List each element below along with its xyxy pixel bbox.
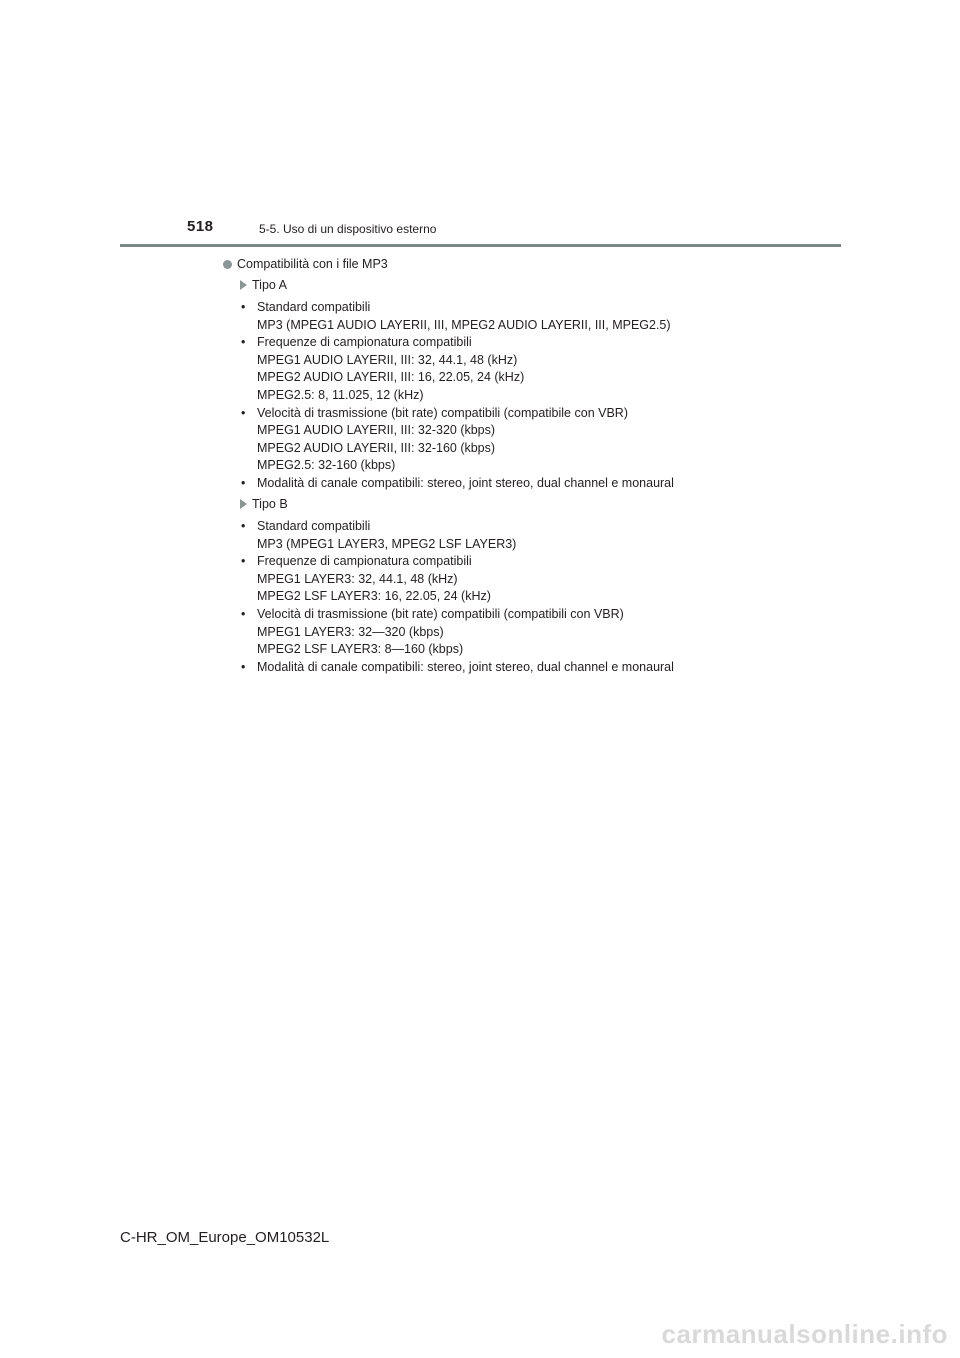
watermark: carmanualsonline.info [661, 1319, 948, 1349]
list-item-detail: MPEG1 LAYER3: 32—320 (kbps) [257, 624, 444, 639]
list-item-detail: MPEG2 LSF LAYER3: 8—160 (kbps) [257, 642, 464, 657]
list-item [241, 659, 674, 677]
main-heading-text: Compatibilità con i file MP3 [237, 257, 388, 271]
type-a-list [241, 299, 674, 493]
type-b-label: Tipo B [252, 497, 288, 511]
triangle-right-icon [240, 280, 247, 290]
type-b-list [241, 518, 674, 676]
list-item-title: Standard compatibili [257, 519, 371, 533]
list-item-title: Modalità di canale compatibili: stereo, joint stereo, dual channel e monaural [257, 659, 674, 674]
main-heading [223, 257, 388, 271]
section-title: 5-5. Uso di un dispositivo esterno [259, 222, 437, 236]
type-a-heading [240, 278, 287, 292]
type-b-heading [240, 497, 288, 511]
list-item-detail: MPEG2.5: 8, 11.025, 12 (kHz) [257, 387, 424, 402]
list-item-detail: MPEG2 AUDIO LAYERII, III: 16, 22.05, 24 (kHz) [257, 370, 525, 385]
list-item-detail: MPEG2.5: 32-160 (kbps) [257, 458, 396, 473]
list-item [241, 405, 674, 423]
list-item [241, 334, 674, 352]
circle-bullet-icon [223, 260, 232, 269]
bullet-dot: • [241, 659, 246, 674]
list-item-title: Velocità di trasmissione (bit rate) compatibili (compatibili con VBR) [257, 606, 624, 621]
bullet-dot: • [241, 335, 246, 350]
bullet-dot: • [241, 405, 246, 420]
document-code: C-HR_OM_Europe_OM10532L [120, 1229, 330, 1246]
bullet-dot: • [241, 606, 246, 621]
triangle-right-icon [240, 499, 247, 509]
list-item-detail: MPEG1 LAYER3: 32, 44.1, 48 (kHz) [257, 571, 458, 586]
type-a-label: Tipo A [252, 278, 287, 292]
list-item-detail: MP3 (MPEG1 AUDIO LAYERII, III, MPEG2 AUDIO LAYERII, III, MPEG2.5) [257, 317, 671, 332]
list-item-detail: MPEG1 AUDIO LAYERII, III: 32, 44.1, 48 (kHz) [257, 352, 518, 367]
list-item [241, 606, 674, 624]
list-item-detail: MP3 (MPEG1 LAYER3, MPEG2 LSF LAYER3) [257, 536, 517, 551]
list-item-detail: MPEG1 AUDIO LAYERII, III: 32-320 (kbps) [257, 423, 496, 438]
header-divider [120, 244, 841, 247]
list-item [241, 475, 674, 493]
list-item-detail: MPEG2 LSF LAYER3: 16, 22.05, 24 (kHz) [257, 589, 491, 604]
list-item-title: Velocità di trasmissione (bit rate) compatibili (compatibile con VBR) [257, 405, 628, 420]
page-number: 518 [187, 218, 214, 235]
bullet-dot: • [241, 519, 246, 533]
list-item-detail: MPEG2 AUDIO LAYERII, III: 32-160 (kbps) [257, 440, 496, 455]
list-item-title: Standard compatibili [257, 300, 371, 314]
list-item [241, 518, 674, 536]
list-item-title: Modalità di canale compatibili: stereo, joint stereo, dual channel e monaural [257, 475, 674, 490]
list-item [241, 299, 674, 317]
list-item [241, 553, 674, 571]
bullet-dot: • [241, 475, 246, 490]
bullet-dot: • [241, 554, 246, 569]
list-item-title: Frequenze di campionatura compatibili [257, 554, 472, 569]
bullet-dot: • [241, 300, 246, 314]
list-item-title: Frequenze di campionatura compatibili [257, 335, 472, 350]
